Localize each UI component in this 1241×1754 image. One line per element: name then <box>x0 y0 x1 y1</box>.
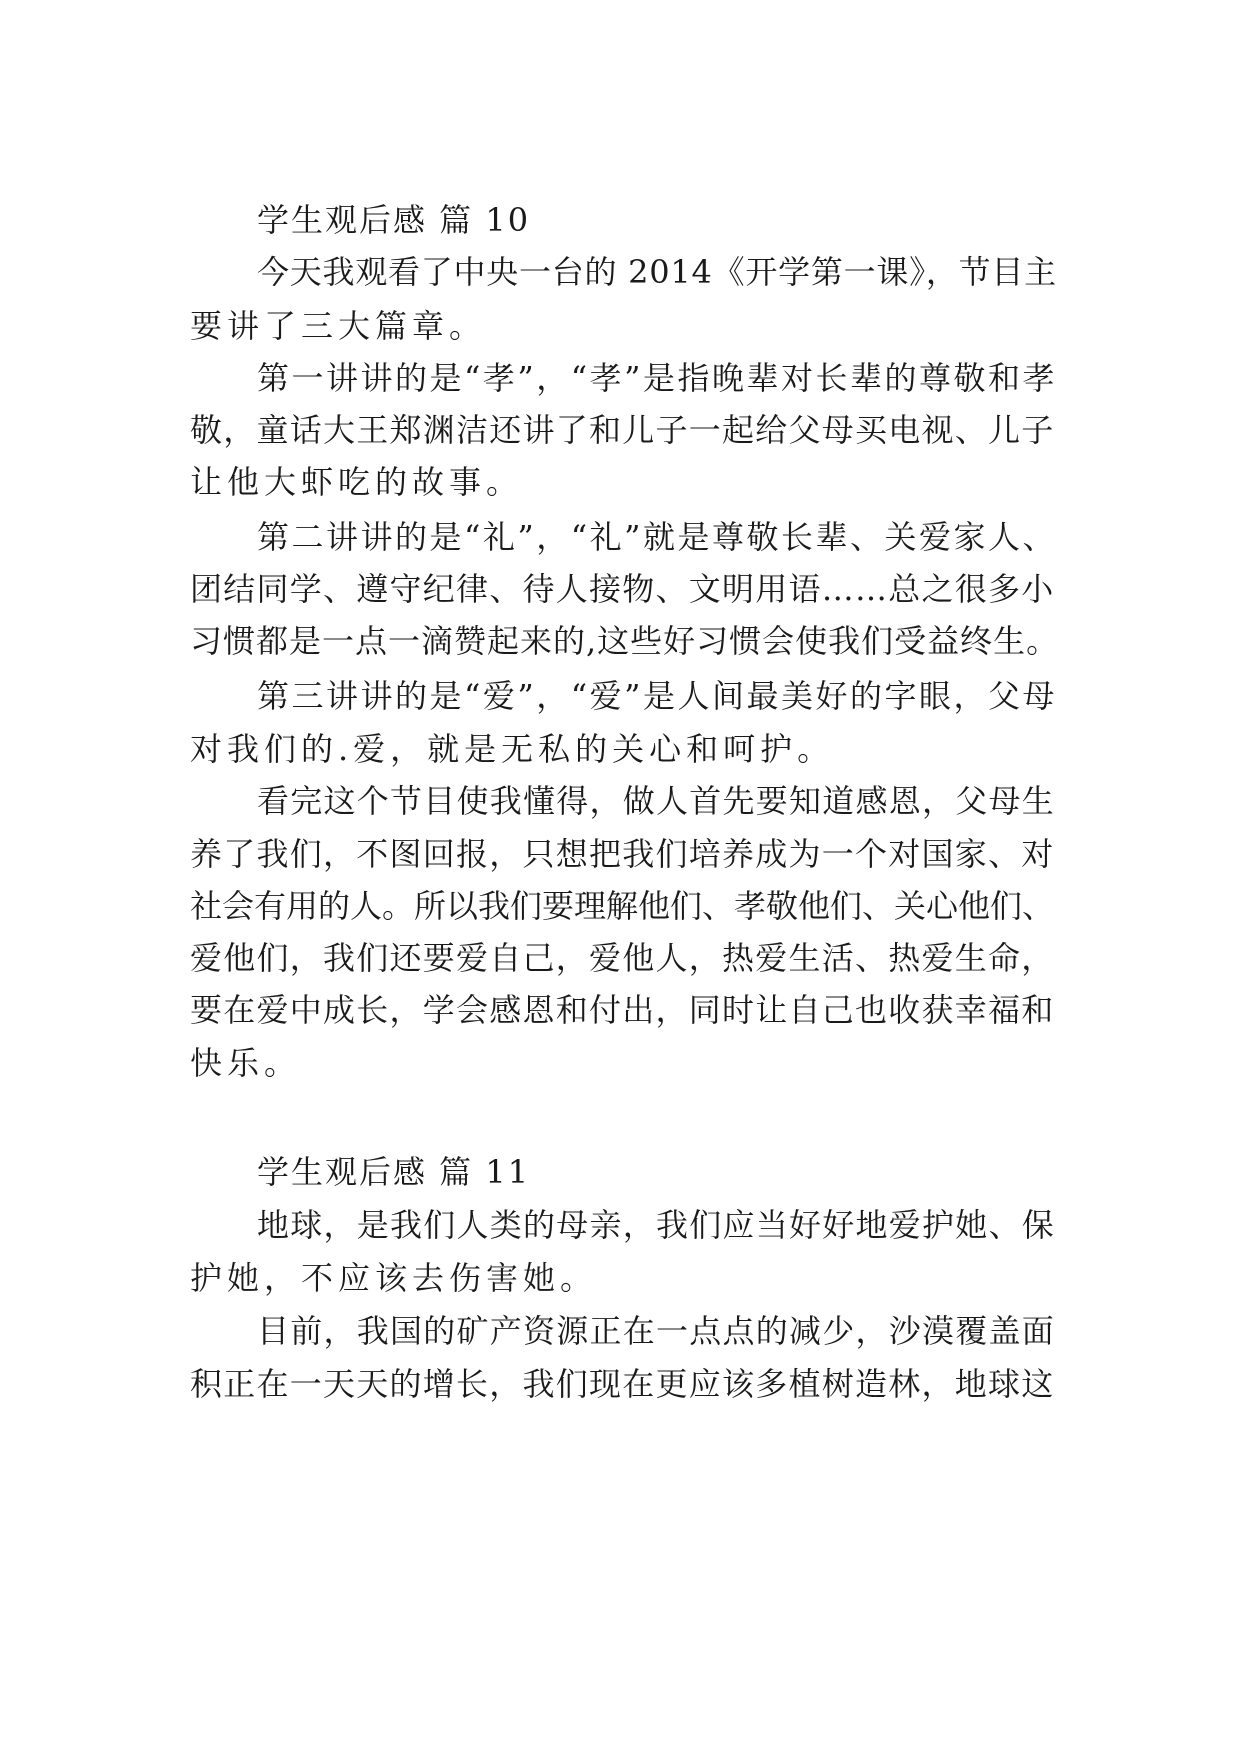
paragraph-line: 社会有用的人。所以我们要理解他们、孝敬他们、关心他们、 <box>190 887 1055 925</box>
paragraph-line: 让他大虾吃的故事。 <box>190 463 524 501</box>
paragraph-line: 第一讲讲的是“孝”，“孝”是指晚辈对长辈的尊敬和孝 <box>257 359 1057 397</box>
paragraph-line: 敬，童话大王郑渊洁还讲了和儿子一起给父母买电视、儿子 <box>190 411 1055 449</box>
paragraph-line: 养了我们，不图回报，只想把我们培养成为一个对国家、对 <box>190 835 1055 873</box>
paragraph-line: 要在爱中成长，学会感恩和付出，同时让自己也收获幸福和 <box>190 991 1055 1029</box>
paragraph-line: 第三讲讲的是“爱”，“爱”是人间最美好的字眼，父母 <box>257 677 1057 715</box>
section-heading: 学生观后感 篇 10 <box>257 201 531 239</box>
paragraph-line: 团结同学、遵守纪律、待人接物、文明用语……总之很多小 <box>190 570 1055 608</box>
paragraph-line: 要讲了三大篇章。 <box>190 307 487 345</box>
paragraph-line: 看完这个节目使我懂得，做人首先要知道感恩，父母生 <box>257 782 1056 820</box>
paragraph-line: 地球，是我们人类的母亲，我们应当好好地爱护她、保 <box>257 1206 1056 1244</box>
paragraph-line: 护她，不应该去伤害她。 <box>190 1259 598 1297</box>
paragraph-line: 目前，我国的矿产资源正在一点点的减少，沙漠覆盖面 <box>257 1312 1056 1350</box>
paragraph-line: 第二讲讲的是“礼”，“礼”就是尊敬长辈、关爱家人、 <box>257 518 1057 556</box>
paragraph-line: 快乐。 <box>190 1044 302 1082</box>
paragraph-line: 爱他们，我们还要爱自己，爱他人，热爱生活、热爱生命， <box>190 939 1055 977</box>
section-heading: 学生观后感 篇 11 <box>257 1153 531 1191</box>
paragraph-line: 积正在一天天的增长，我们现在更应该多植树造林，地球这 <box>190 1365 1055 1403</box>
paragraph-line: 习惯都是一点一滴赞起来的,这些好习惯会使我们受益终生。 <box>190 622 1060 660</box>
paragraph-line: 今天我观看了中央一台的 2014《开学第一课》，节目主 <box>257 253 1057 291</box>
paragraph-line: 对我们的.爱，就是无私的关心和呵护。 <box>190 730 835 768</box>
